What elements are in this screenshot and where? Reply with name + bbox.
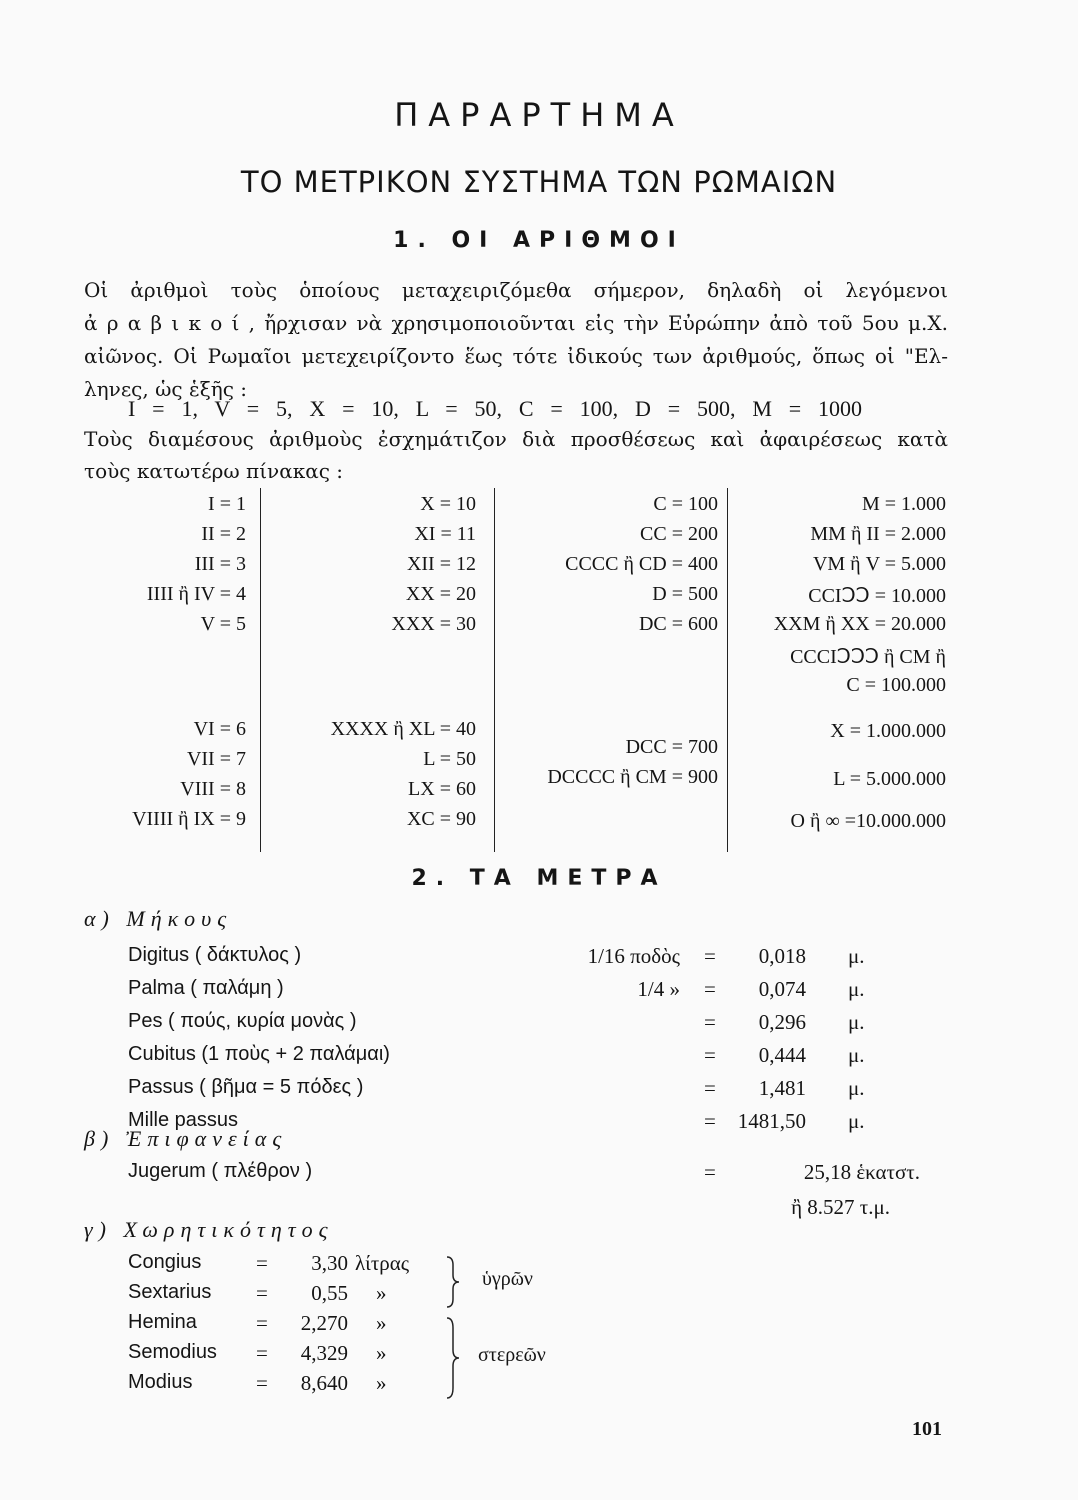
area-value: 25,18 ἑκατστ. [803,1160,920,1184]
length-name: Digitus ( δάκτυλος ) [128,944,302,966]
numeral-cell: LX = 60 [408,778,476,800]
area-subheading [84,1126,287,1152]
area-name: Jugerum ( πλέθρον ) [128,1160,313,1182]
numeral-cell: CCCIↃↃↃ ἢ CM ἢ [790,646,946,668]
capacity-name: Hemina [128,1311,197,1333]
capacity-unit: » [376,1281,387,1305]
numeral-cell: D = 500 [652,583,718,605]
capacity-subheading [84,1217,334,1243]
liquid-brace [445,1255,461,1309]
area-eq: = [704,1160,716,1184]
appendix-title: ΠΑΡΑΡΤΗΜΑ [394,96,684,134]
page-number: 101 [912,1418,942,1440]
numeral-cell: VIII = 8 [180,778,246,800]
numeral-cell: XX = 20 [405,583,476,605]
numeral-cell: IIII ἢ IV = 4 [146,583,246,605]
numeral-cell: I = 1 [208,493,246,515]
capacity-unit: » [376,1371,387,1395]
table-divider [494,488,495,852]
numeral-cell: M = 1.000 [861,493,946,515]
capacity-unit: λίτρας [355,1251,410,1275]
numeral-cell: X = 1.000.000 [830,720,946,742]
length-unit: μ. [848,1043,865,1067]
length-unit: μ. [848,1076,865,1100]
length-name: Mille passus [128,1109,239,1131]
capacity-value: 3,30 [311,1251,348,1275]
length-ratio: 1/4 » [637,977,680,1001]
length-unit: μ. [848,1010,865,1034]
length-eq: = [704,1010,716,1034]
numeral-cell: CCIↃↃ = 10.000 [808,585,946,607]
solid-brace [445,1316,461,1400]
capacity-name: Congius [128,1251,202,1273]
area-label: β) Ἐπιφανείας [84,1126,288,1151]
length-eq: = [704,944,716,968]
numeral-cell: CC = 200 [640,523,718,545]
capacity-eq: = [256,1281,268,1305]
table-divider [260,488,261,852]
numeral-cell: VIIII ἢ IX = 9 [132,808,246,830]
para1-line: Οἱ ἀριθμοὶ τοὺς ὁποίους μεταχειριζόμεθα σήμερον, δηλαδὴ οἱ λεγόμενοι [84,278,948,302]
section1-heading: 1. ΟΙ ΑΡΙΘΜΟΙ [393,228,685,253]
length-value: 0,296 [758,1010,806,1034]
capacity-label: γ) Χωρητικότητος [84,1217,334,1242]
capacity-name: Modius [128,1371,193,1393]
numeral-cell: XXM ἢ XX = 20.000 [773,613,946,635]
length-value: 1,481 [758,1076,806,1100]
capacity-eq: = [256,1311,268,1335]
length-name: Passus ( βῆμα = 5 πόδες ) [128,1076,364,1098]
capacity-unit: » [376,1311,387,1335]
numeral-cell: VII = 7 [186,748,246,770]
length-ratio: 1/16 ποδὸς [587,944,680,968]
numeral-cell: XXX = 30 [391,613,476,635]
length-value: 0,444 [758,1043,806,1067]
numeral-cell: III = 3 [194,553,246,575]
numeral-cell: C = 100 [653,493,718,515]
capacity-value: 0,55 [311,1281,348,1305]
length-unit: μ. [848,977,865,1001]
length-unit: μ. [848,944,865,968]
numeral-cell: DCCCC ἢ CM = 900 [547,766,718,788]
numeral-cell: MM ἢ II = 2.000 [810,523,946,545]
length-eq: = [704,1109,716,1133]
length-subheading [84,906,232,932]
length-value: 0,074 [758,977,806,1001]
solid-label: στερεῶν [478,1344,546,1366]
capacity-name: Semodius [128,1341,217,1363]
capacity-eq: = [256,1341,268,1365]
para1-line: αἰῶνος. Οἱ Ρωμαῖοι μετεχειρίζοντο ἕως τότε ἰδικούς των ἀριθμούς, ὅπως οἱ "Ελ- [84,344,948,368]
numeral-cell: V = 5 [200,613,246,635]
numeral-cell: CCCC ἢ CD = 400 [565,553,718,575]
numeral-cell: II = 2 [201,523,246,545]
numeral-cell: O ἢ ∞ =10.000.000 [790,810,946,832]
numeral-cell: C = 100.000 [846,674,946,696]
numeral-cell: XC = 90 [406,808,476,830]
numeral-cell: XII = 12 [406,553,476,575]
length-value: 1481,50 [737,1109,806,1133]
length-label: α) Μήκους [84,906,233,931]
length-unit: μ. [848,1109,865,1133]
length-value: 0,018 [758,944,806,968]
numeral-cell: XI = 11 [414,523,476,545]
length-eq: = [704,1076,716,1100]
numeral-cell: VI = 6 [193,718,246,740]
numeral-cell: VM ἢ V = 5.000 [812,553,946,575]
para2-line: τοὺς κατωτέρω πίνακας : [84,459,344,483]
length-name: Palma ( παλάμη ) [128,977,284,999]
numeral-cell: X = 10 [420,493,476,515]
capacity-name: Sextarius [128,1281,212,1303]
numeral-cell: DC = 600 [638,613,718,635]
length-name: Pes ( πούς, κυρία μονὰς ) [128,1010,357,1032]
numeral-equation: I = 1, V = 5, X = 10, L = 50, C = 100, D = 500, M = 1000 [128,396,862,421]
numeral-cell: L = 50 [423,748,476,770]
table-divider [727,488,728,852]
capacity-unit: » [376,1341,387,1365]
capacity-value: 4,329 [300,1341,348,1365]
para1-line: ληνες, ὡς ἑξῆς : [84,377,247,401]
section2-heading: 2. ΤΑ ΜΕΤΡΑ [411,866,667,891]
capacity-value: 2,270 [300,1311,348,1335]
para2-line: Τοὺς διαμέσους ἀριθμοὺς ἐσχημάτιζον διὰ προσθέσεως καὶ ἀφαιρέσεως κατὰ [84,427,948,451]
liquid-label: ὑγρῶν [482,1268,533,1290]
capacity-eq: = [256,1251,268,1275]
para1-line: ἀ ρ α β ι κ ο ί , ἤρχισαν νὰ χρησιμοποιοῦνται εἰς τὴν Εὐρώπην ἀπὸ τοῦ 5ου μ.Χ. [84,311,948,335]
area-value-alt: ἢ 8.527 τ.μ. [791,1195,890,1219]
numeral-cell: XXXX ἢ XL = 40 [330,718,476,740]
length-eq: = [704,977,716,1001]
page-title: ΤΟ ΜΕΤΡΙΚΟΝ ΣΥΣΤΗΜΑ ΤΩΝ ΡΩΜΑΙΩΝ [240,165,838,199]
numeral-cell: DCC = 700 [625,736,718,758]
length-eq: = [704,1043,716,1067]
numeral-cell: L = 5.000.000 [833,768,946,790]
capacity-eq: = [256,1371,268,1395]
capacity-value: 8,640 [300,1371,348,1395]
length-name: Cubitus (1 ποὺς + 2 παλάμαι) [128,1043,390,1065]
